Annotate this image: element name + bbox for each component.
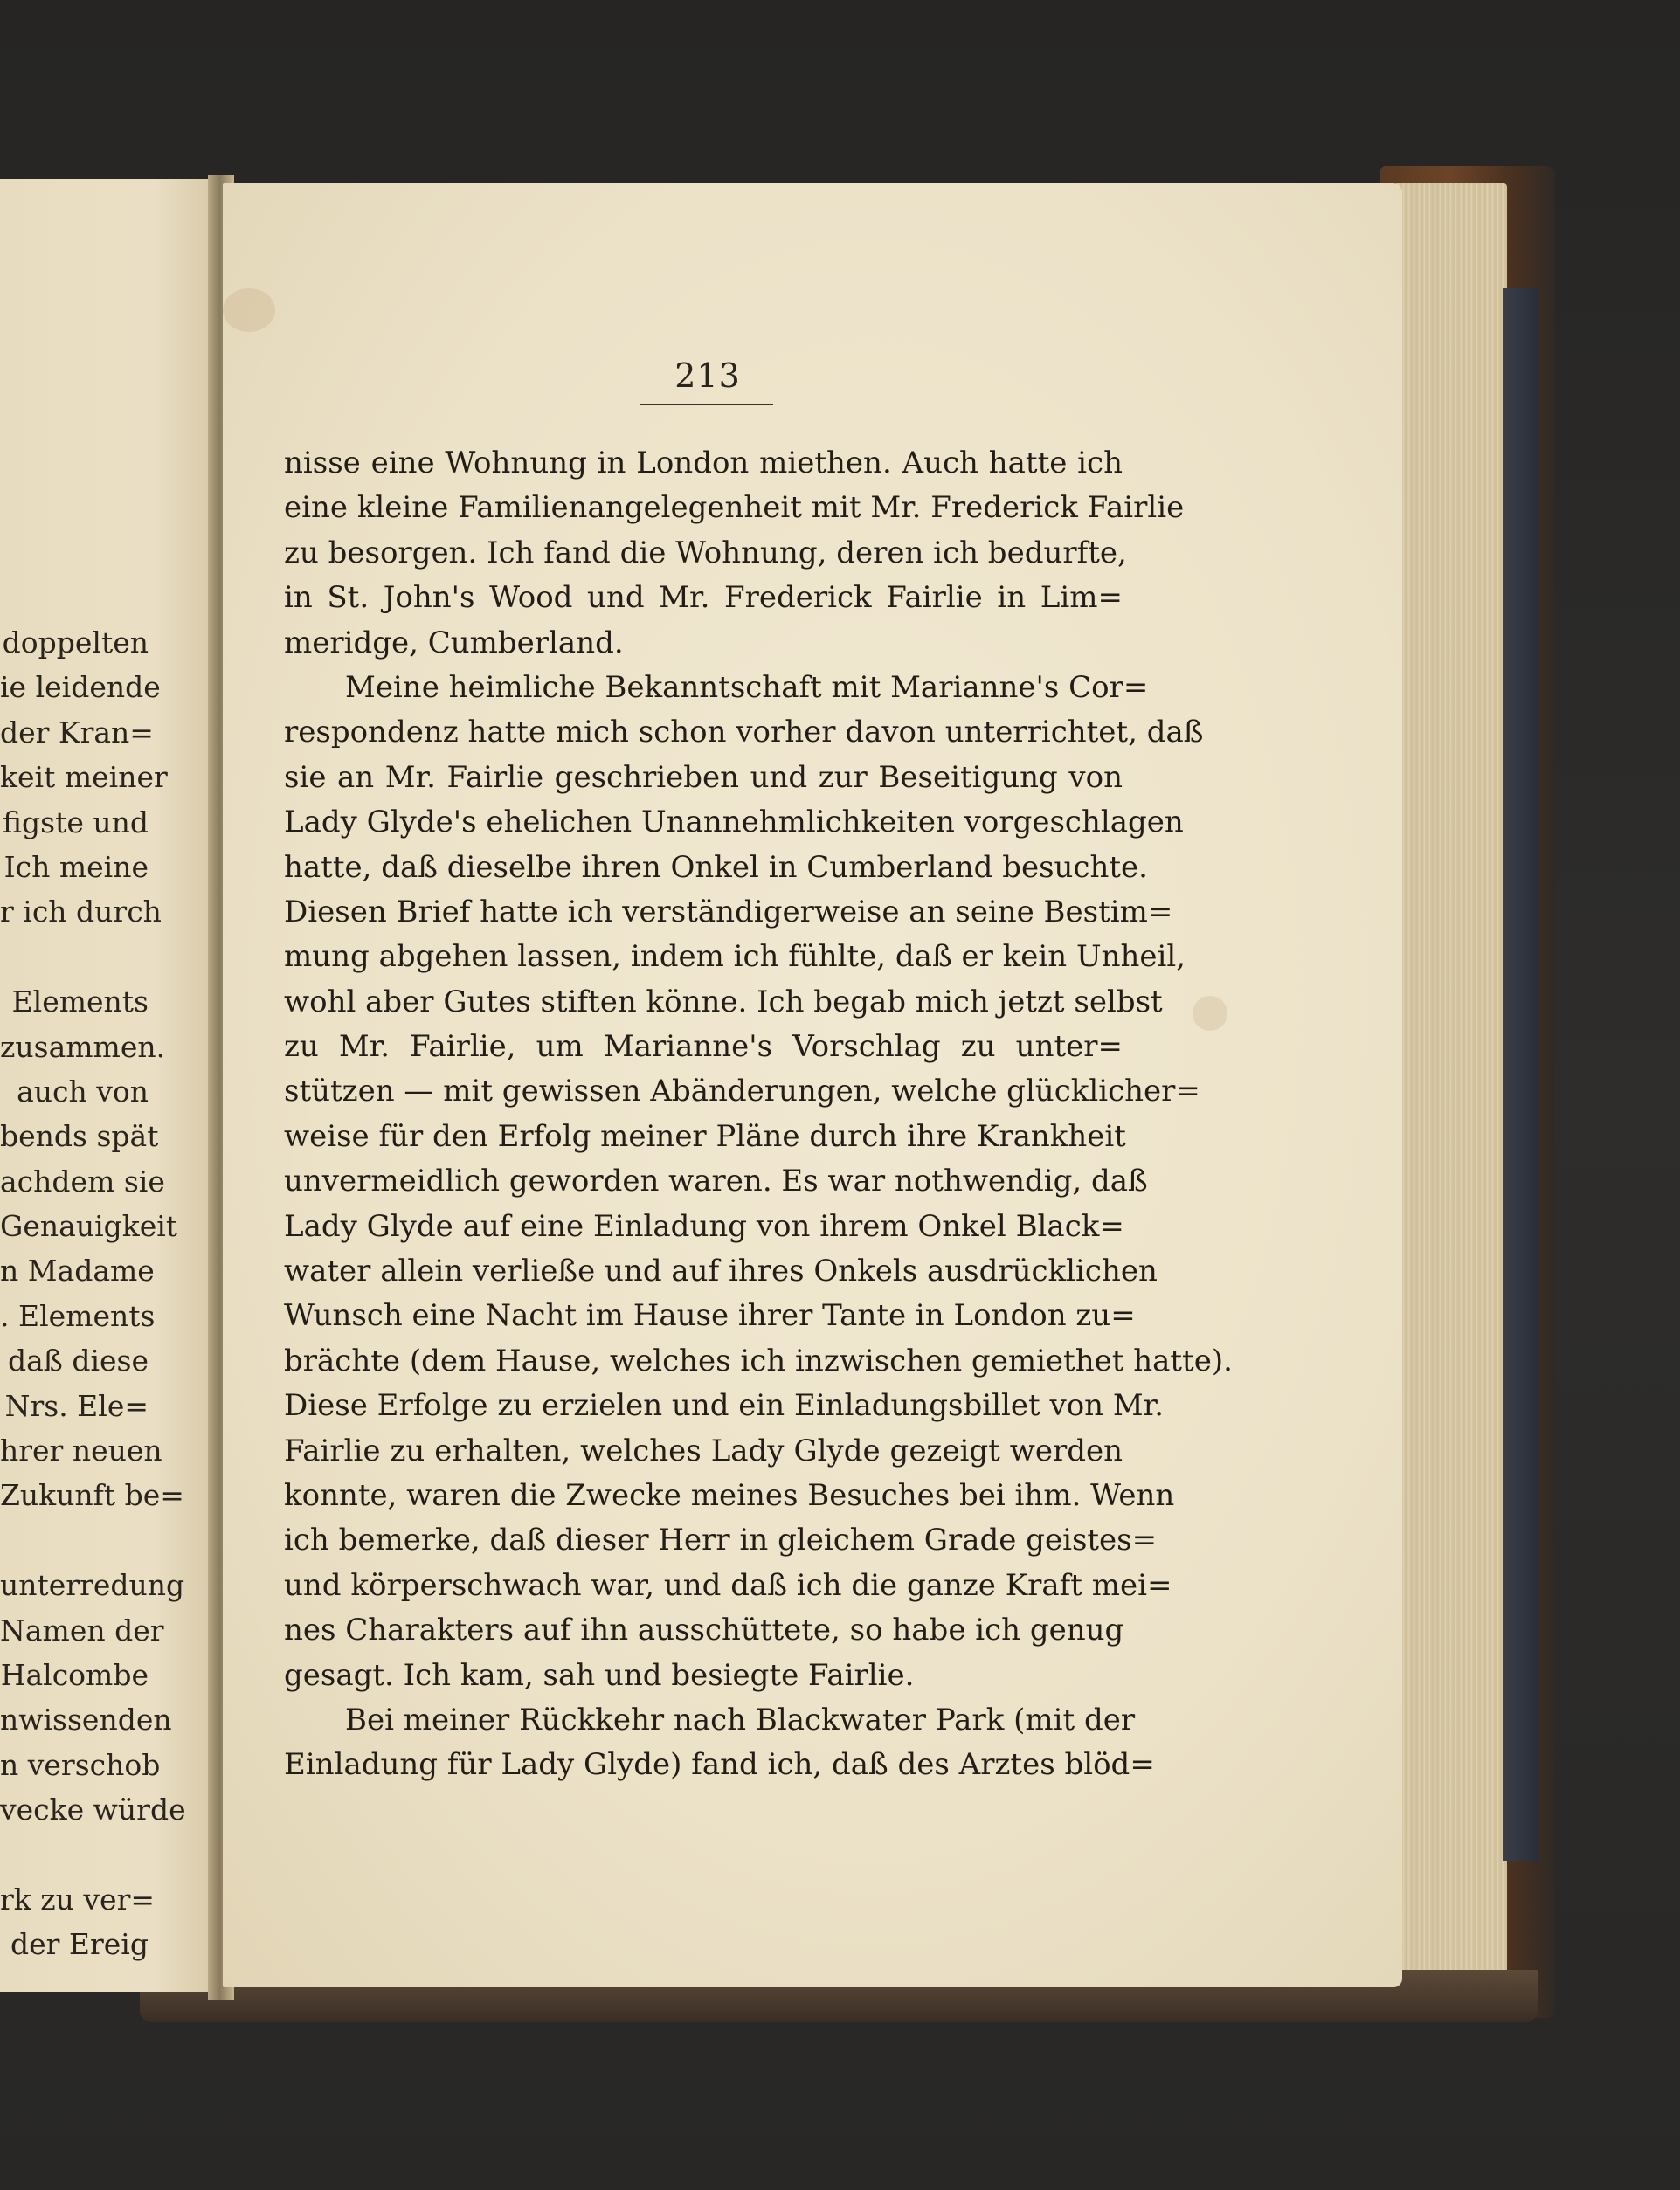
text-line: zu besorgen. Ich fand die Wohnung, deren ich bedurfte, <box>284 535 1127 570</box>
left-text-line: bends spät <box>0 1119 159 1154</box>
text-line: water allein verließe und auf ihres Onkels ausdrücklichen <box>284 1254 1158 1289</box>
left-text-line: keit meiner <box>0 760 168 795</box>
text-line: wohl aber Gutes stiften könne. Ich begab mich jetzt selbst <box>284 984 1163 1019</box>
left-text-line: figste und <box>3 805 149 839</box>
paper-stain <box>1193 996 1227 1031</box>
paper-stain <box>223 288 275 332</box>
left-text-line: n Madame <box>0 1254 155 1288</box>
left-text-line: vecke würde <box>0 1793 186 1827</box>
text-line: hatte, daß dieselbe ihren Onkel in Cumberland besuchte. <box>284 849 1148 885</box>
left-text-line: hrer neuen <box>0 1434 162 1468</box>
text-line: Meine heimliche Bekanntschaft mit Marianne's Cor= <box>345 669 1149 705</box>
left-text-line: auch von <box>17 1074 149 1109</box>
text-line: nes Charakters auf ihn ausschüttete, so habe ich genug <box>284 1613 1124 1648</box>
left-text-line: doppelten <box>2 625 149 660</box>
page-number-rule <box>640 404 773 405</box>
left-text-line: n verschob <box>0 1747 161 1782</box>
text-line: konnte, waren die Zwecke meines Besuches bei ihm. Wenn <box>284 1477 1175 1513</box>
text-line: Bei meiner Rückkehr nach Blackwater Park (mit der <box>345 1702 1136 1737</box>
text-line: nisse eine Wohnung in London miethen. Auch hatte ich <box>284 446 1123 480</box>
left-text-line: achdem sie <box>0 1164 165 1199</box>
left-text-line: Namen der <box>0 1613 164 1648</box>
text-line: Einladung für Lady Glyde) fand ich, daß des Arztes blöd= <box>284 1747 1155 1783</box>
left-text-line <box>0 1518 149 1563</box>
text-line: Fairlie zu erhalten, welches Lady Glyde gezeigt werden <box>284 1433 1123 1468</box>
text-line: gesagt. Ich kam, sah und besiegte Fairlie. <box>284 1657 915 1693</box>
left-page <box>0 179 218 1992</box>
left-text-line: Genauigkeit <box>0 1209 178 1244</box>
text-line: weise für den Erfolg meiner Pläne durch ihre Krankheit <box>284 1118 1126 1154</box>
text-line: Diesen Brief hatte ich verständigerweise an seine Bestim= <box>284 894 1173 929</box>
text-line: ich bemerke, daß dieser Herr in gleichem Grade geistes= <box>284 1523 1158 1558</box>
text-line: in St. John's Wood und Mr. Frederick Fairlie in Lim= <box>284 580 1123 616</box>
text-line: Lady Glyde's ehelichen Unannehmlichkeiten vorgeschlagen <box>284 805 1184 840</box>
left-text-line: Nrs. Ele= <box>4 1388 149 1423</box>
text-line: und körperschwach war, und daß ich die ganze Kraft mei= <box>284 1567 1172 1603</box>
text-line: respondenz hatte mich schon vorher davon unterrichtet, daß <box>284 715 1204 750</box>
left-text-line: nwissenden <box>0 1703 172 1737</box>
text-line: meridge, Cumberland. <box>284 625 624 660</box>
text-line: Wunsch eine Nacht im Hause ihrer Tante in London zu= <box>284 1298 1136 1334</box>
left-text-line: der Ereig <box>10 1927 149 1962</box>
text-line: unvermeidlich geworden waren. Es war nothwendig, daß <box>284 1164 1148 1199</box>
left-text-line: Zukunft be= <box>0 1478 184 1513</box>
left-text-line: r ich durch <box>0 895 162 929</box>
left-text-line <box>0 935 149 979</box>
left-text-line: rk zu ver= <box>0 1882 155 1917</box>
left-text-line: Halcombe <box>0 1657 149 1692</box>
text-line: Lady Glyde auf eine Einladung von ihrem Onkel Black= <box>284 1208 1124 1244</box>
text-line: mung abgehen lassen, indem ich fühlte, daß er kein Unheil, <box>284 939 1186 975</box>
text-line: sie an Mr. Fairlie geschrieben und zur Beseitigung von <box>284 759 1123 795</box>
body-text <box>284 441 1233 1788</box>
left-text-line: unterredung <box>0 1568 185 1603</box>
left-text-line: daß diese <box>7 1344 149 1378</box>
spine-strip <box>1503 288 1538 1861</box>
text-line: Diese Erfolge zu erzielen und ein Einladungsbillet von Mr. <box>284 1388 1165 1424</box>
left-text-line: Elements <box>11 984 149 1019</box>
left-text-line: zusammen. <box>0 1029 166 1064</box>
page-edges <box>1393 183 1507 1983</box>
left-text-line: Ich meine <box>3 849 149 884</box>
page-number: 213 <box>674 356 741 395</box>
text-line: eine kleine Familienangelegenheit mit Mr. Frederick Fairlie <box>284 490 1185 526</box>
text-line: stützen — mit gewissen Abänderungen, welche glücklicher= <box>284 1074 1200 1109</box>
text-line: zu Mr. Fairlie, um Marianne's Vorschlag zu unter= <box>284 1029 1123 1065</box>
left-text-line <box>0 1833 149 1877</box>
left-text-line: der Kran= <box>0 715 154 750</box>
left-page-text <box>0 620 186 1967</box>
left-text-line: ie leidende <box>0 670 161 705</box>
text-line: brächte (dem Hause, welches ich inzwischen gemiethet hatte). <box>284 1343 1233 1378</box>
left-text-line: . Elements <box>0 1298 156 1333</box>
